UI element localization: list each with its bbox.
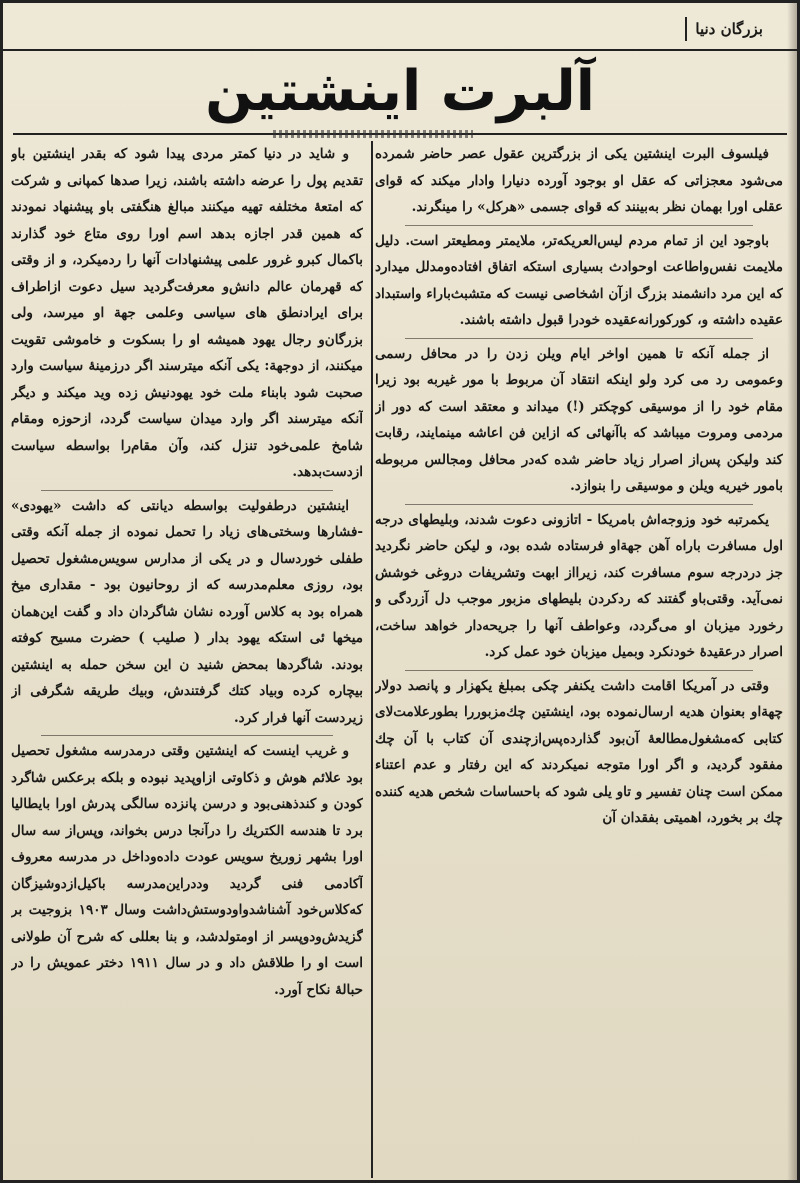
paragraph-divider bbox=[41, 735, 333, 736]
paragraph: یکمرتبه خود وزوجه‌اش بامریکا - اتازونی دعوت شدند، وبلیطهای درجه اول مسافرت باراه آهن جهةاو فرستاده شده بود، و لیکن حاضر نگردید جز دردرجه سوم مسافرت کند، زیرااز ابهت وتشریفات دروغی خوشش نمی‌آید. وقتی‌باو گفتند که ردکردن بلیطهای مزبور موجب دل آزردگی و رخورد میزبان او می‌گردد، وعواطف آنها را جریحه‌دار خواهد ساخت، اصرار درعقیدهٔ خودنکرد وبمیل میزبان خود عمل کرد. bbox=[375, 511, 783, 660]
paragraph: فیلسوف البرت اینشتین یکی از بزرگترین عقول عصر حاضر شمرده می‌شود معجزاتی که عقل او بوجود آورده دنیارا وادار میکند که قوای عقلی اورا بهمان نظر به‌بینند که قوای جسمی «هرکل» را مینگرند. bbox=[375, 146, 783, 215]
paragraph: و شاید در دنیا کمتر مردی پیدا شود که بقدر اینشتین باو تقدیم پول را عرضه داشته باشند، زیرا صدها کمپانی و شرکت که امتعهٔ مختلفه تهیه میکنند مبالغ هنگفتی باو پیشنهاد نمودند که همین قدر اجازه بدهد اسم اورا روی متاع خود گذارند باکمال کبرو غرور علمی پیشنهادات آنها را رد‌میکرد، و از وقتی که قهرمان عالم دانش‌و معرفت‌گردید سیل دعوت ازاطراف برای ایرادنطق های سیاسی وعلمی جهة او میرسد، ولی بزرگان‌و رجال یهود همیشه او را بسکوت و خاموشی تقویت میکنند، از دوجهة: یکی آنکه میترسند اگر درزمینهٔ سیاست وارد صحبت شود بابناء ملت خود یهودنیش زده وید میکند و دیگر آنکه میترسند اگر وارد میدان سیاست گردد، ازحوزه ومقام شامخ علمی‌خود تنزل کند، وآن مقام‌را بواسطه سیاست ازدست‌بدهد. bbox=[11, 146, 363, 480]
scan-edge-shadow bbox=[787, 3, 797, 1180]
article-column-left bbox=[11, 141, 363, 1181]
article-column-right bbox=[375, 141, 783, 1181]
paragraph-divider bbox=[405, 670, 753, 671]
paragraph: وقتی در آمریکا اقامت داشت یکنفر چکی بمبلغ یکهزار و پانصد دولار چهةاو بعنوان هدیه ارسال‌نموده بود، اینشتین چك‌مزبوررا بطورعلامت‌لای کتابی که‌مشغول‌مطالعهٔ آن‌بود گذارده‌پس‌ازچندی آن کتاب با آن چك مفقود گردید، و اگر اورا متوجه نمیکردند که این رفتار و عدم اعتناء ممکن است چنان تفسیر و تاو یلی شود که باحساسات شخص هدیه کننده چك بر بخورد، اهمیتی بفقدان آن bbox=[375, 677, 783, 826]
paragraph: از جمله آنکه تا همین اواخر ایام ویلن زدن را در محافل رسمی وعمومی رد می کرد ولو اینکه انتقاد آن مربوط با مور غیربه بود زیرا مقام خود را از موسیقی کوچکتر (!) میداند و معتقد است که دور از مردمی ومروت میباشد که باآنهائی که ازاین فن اعاشه مینمایند، رقابت کند ولیکن پس‌از اصرار زیاد حاضر شده که‌در محافل ومجالس مربوطه بامور خیریه ویلن و موسیقی را بنوازد. bbox=[375, 345, 783, 494]
paragraph: اینشتین درطفولیت بواسطه دیانتی که داشت «یهودی» -فشارها وسختی‌های زیاد را تحمل نموده از جمله آنکه وقتی طفلی خوردسال و در یکی از مدارس سویس‌مشغول تحصیل بود، روزی معلم‌مدرسه که از روحانیون بود - مقداری میخ همراه بود به کلاس آورده نشان شاگردان داد و گفت این‌همان میخها ئی استکه یهود بدار ( صلیب ) حضرت مسیح کوفته بودند. شاگردها بمحض شنید ن این سخن حمله به اینشتین بیچاره کرده وبیاد کتك گرفتندش، وبیك طریقه شگرفی از زیردست آنها فرار کرد. bbox=[11, 497, 363, 726]
section-label: بزرگان دنیا bbox=[685, 17, 771, 41]
top-rule bbox=[3, 49, 797, 51]
paragraph-divider bbox=[405, 225, 753, 226]
paragraph-divider bbox=[405, 504, 753, 505]
paragraph-divider bbox=[405, 338, 753, 339]
paragraph: و غریب اینست که اینشتین وقتی درمدرسه مشغول تحصیل بود علائم هوش و ذکاوتی ازاوپدید نبوده و بلکه برعکس شاگرد کودن و کندذهنی‌بود و درسن پانزده سالگی پدرش اورا بایطالیا برد تا هندسه الکتریك را درآنجا درس بخواند، وپس‌از سه سال اورا بشهر زوریخ سویس عودت داده‌وداخل در مدرسه معروف آکادمی فنی گردید وددراین‌مدرسه باکیل‌ازدوشیزگان که‌کلاس‌خود آشناشدواودوستش‌داشت وسال ۱۹۰۳ بزوجیت بر گزیدش‌ودوپسر از اومتولدشد، و بنا بعللی که شرح آن طولانی است او را طلاقش داد و در سال ۱۹۱۱ دختر عمویش را در حبالهٔ نکاح آورد. bbox=[11, 743, 363, 998]
paragraph: باوجود این از تمام مردم لیس‌العریکه‌تر، ملایمتر ومطیعتر است. دلیل ملایمت نفس‌واطاعت اوحوادث بسیاری استکه اتفاق افتاده‌ومدلل میدارد که این مرد دانشمند بزرگ ازآن اشخاصی نیست که متشبث‌باراء واستبداد عقیده داشته و، کورکورانه‌عقیده‌ خودرا قبول داشته باشند. bbox=[375, 232, 783, 328]
column-ornament bbox=[273, 130, 473, 138]
column-divider bbox=[371, 141, 373, 1178]
article-title: آلبرت اینشتین bbox=[205, 59, 595, 124]
paragraph-divider bbox=[41, 490, 333, 491]
